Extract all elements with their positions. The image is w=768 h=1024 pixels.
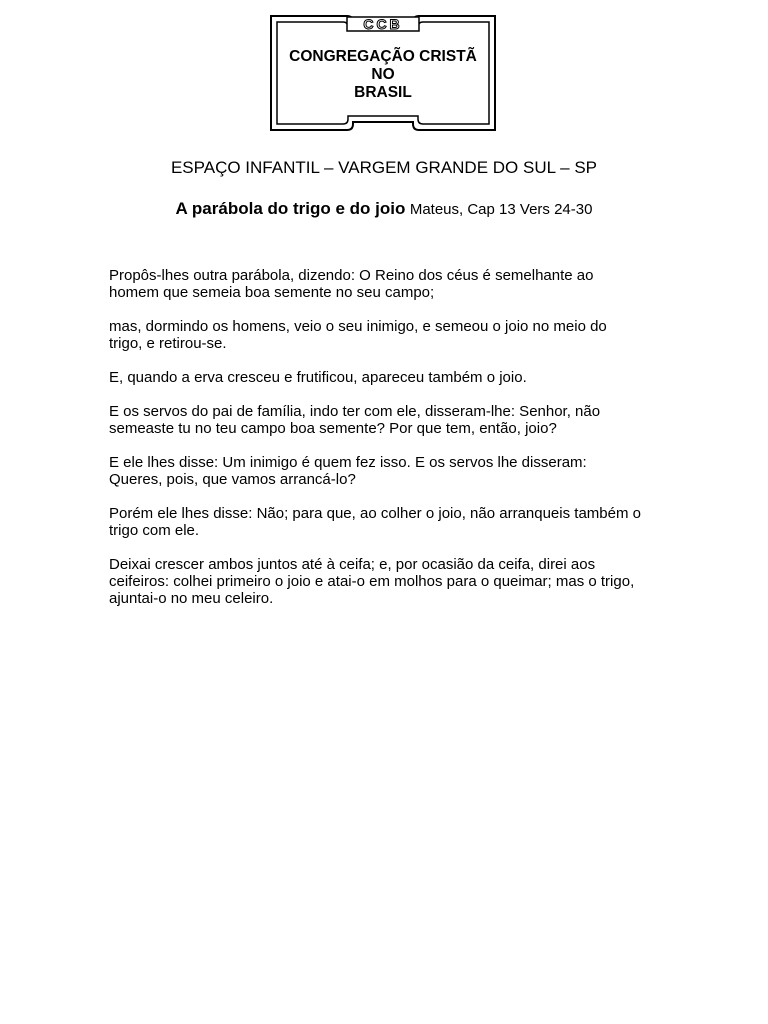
- parable-title: A parábola do trigo e do joio: [175, 199, 406, 218]
- church-logo: [269, 14, 497, 132]
- verse-paragraph: E, quando a erva cresceu e frutificou, apareceu também o joio.: [109, 369, 527, 386]
- verse-paragraph: E os servos do pai de família, indo ter com ele, disseram-lhe: Senhor, não semeaste tu no teu campo boa semente? Por que tem, então, joio?: [109, 403, 601, 437]
- verse-paragraph: Porém ele lhes disse: Não; para que, ao colher o joio, não arranqueis também o trigo com ele.: [109, 505, 641, 539]
- logo-monogram: CCB: [363, 16, 403, 32]
- verse-paragraph: Propôs-lhes outra parábola, dizendo: O Reino dos céus é semelhante ao homem que semeia boa semente no seu campo;: [109, 267, 594, 301]
- verse-paragraph: E ele lhes disse: Um inimigo é quem fez isso. E os servos lhe disseram: Queres, pois, que vamos arrancá-lo?: [109, 454, 587, 488]
- scripture-reference: Mateus, Cap 13 Vers 24-30: [409, 201, 593, 218]
- verse-paragraph: mas, dormindo os homens, veio o seu inimigo, e semeou o joio no meio do trigo, e retirou-se.: [109, 318, 607, 352]
- logo-line-2: NO: [371, 66, 395, 83]
- parable-text: [109, 267, 669, 624]
- logo-line-1: CONGREGAÇÃO CRISTÃ: [289, 48, 477, 65]
- verse-paragraph: Deixai crescer ambos juntos até à ceifa; e, por ocasião da ceifa, direi aos ceifeiros: colhei primeiro o joio e atai-o em molhos para o queimar; mas o trigo, ajuntai-o no meu celeiro.: [109, 556, 635, 607]
- logo-text: [269, 48, 497, 102]
- page-title: [0, 199, 768, 219]
- page-subtitle: ESPAÇO INFANTIL – VARGEM GRANDE DO SUL – SP: [170, 158, 598, 177]
- logo-line-3: BRASIL: [354, 84, 412, 101]
